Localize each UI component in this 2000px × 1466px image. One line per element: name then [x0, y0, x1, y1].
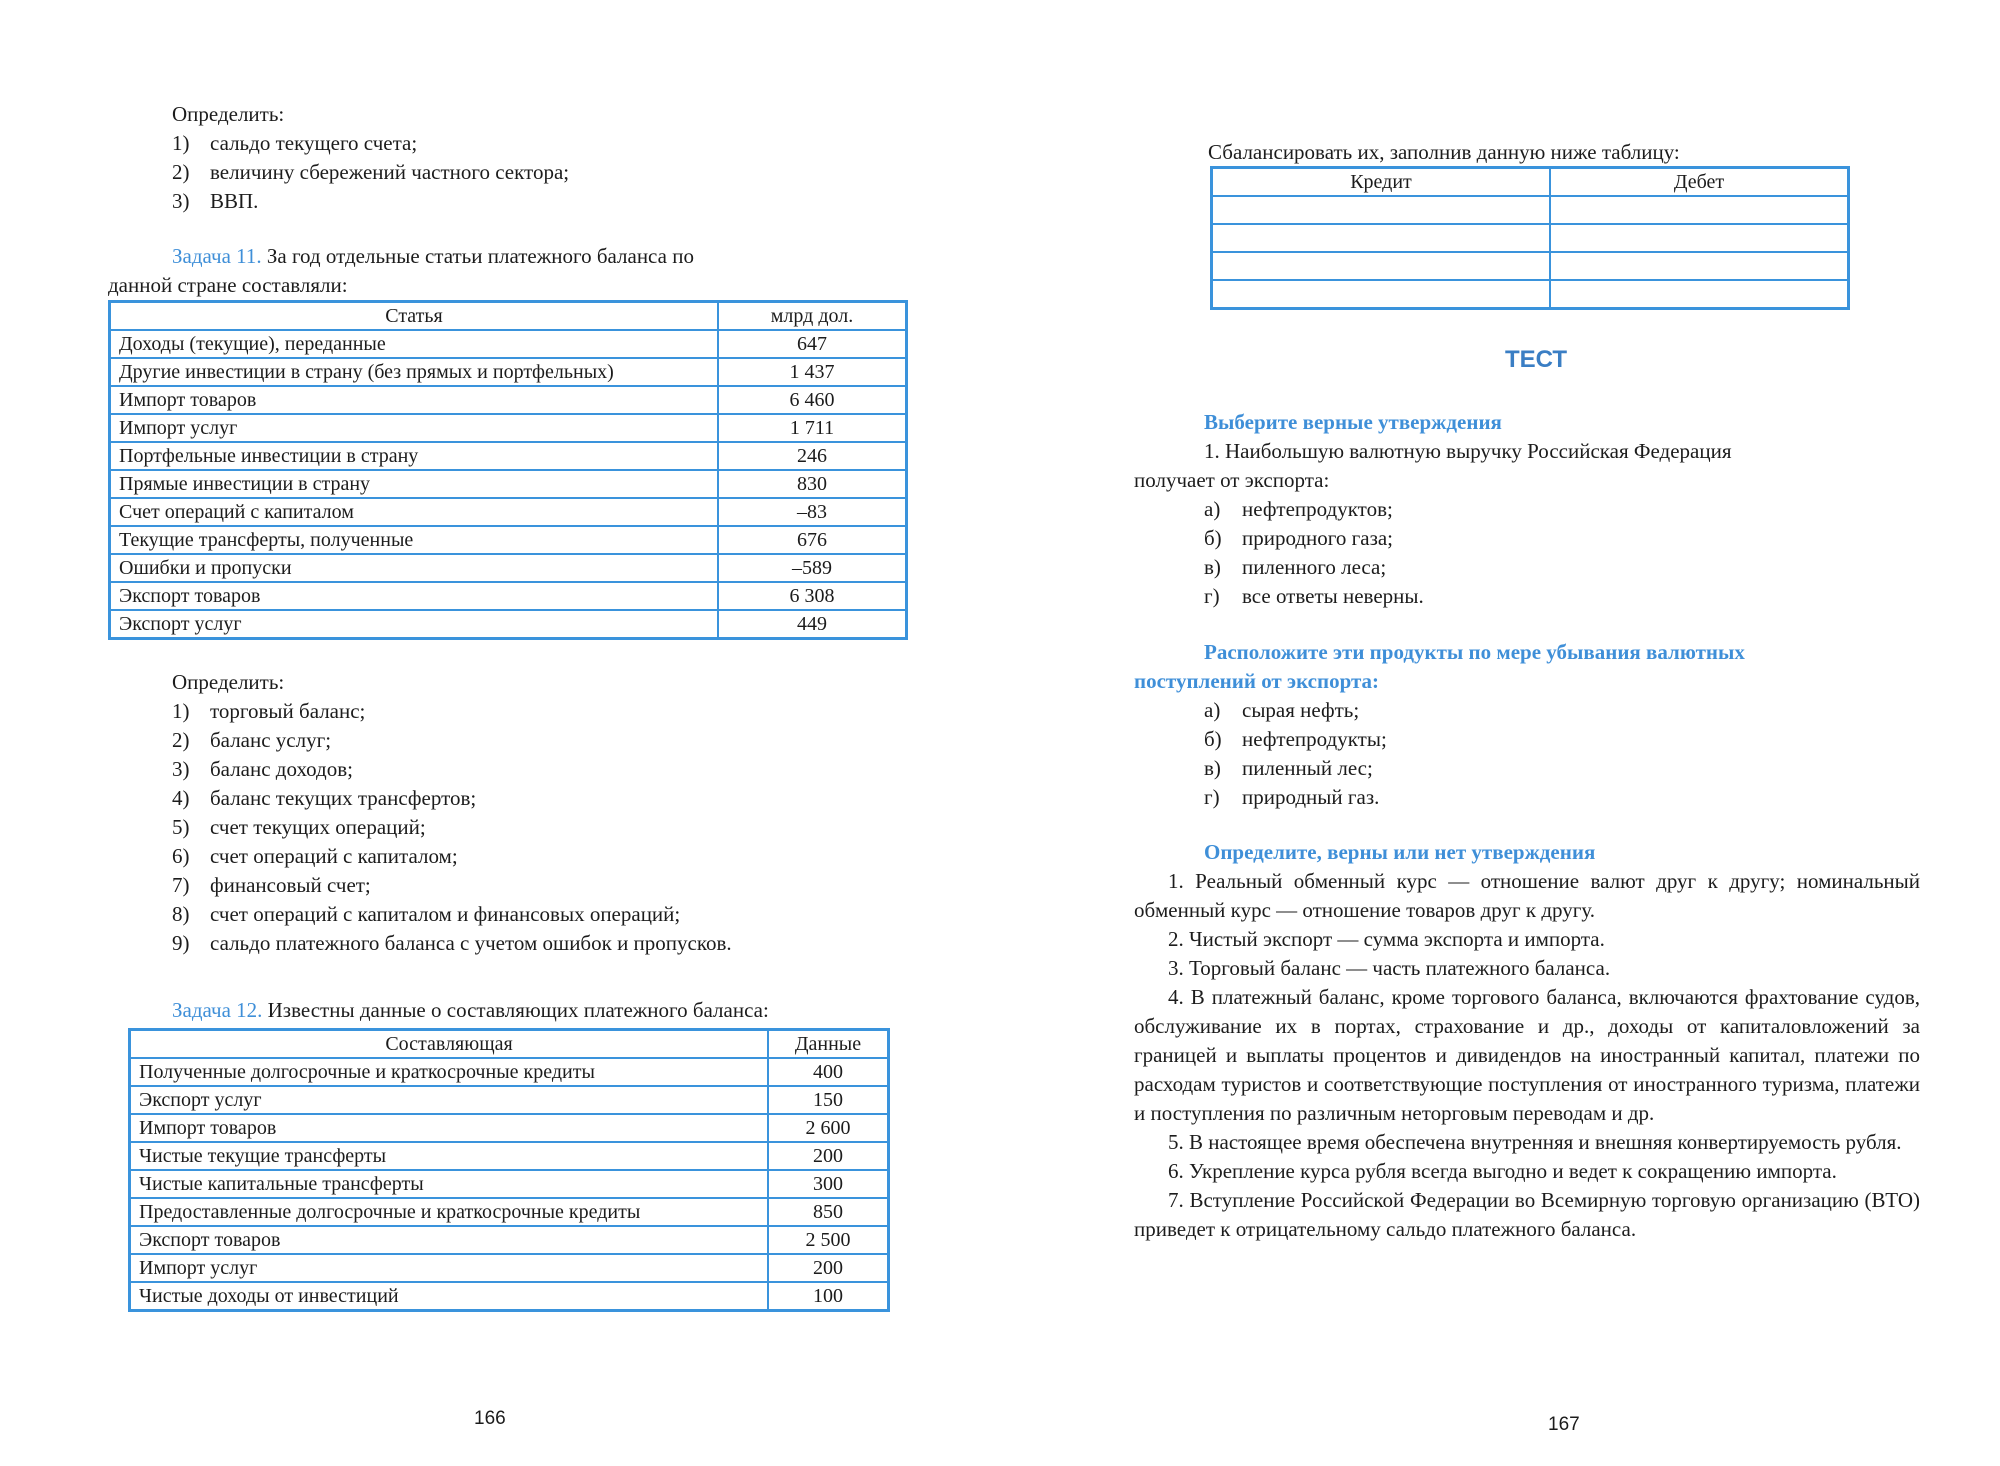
q2-option-item-number: г): [1204, 785, 1220, 809]
task12-cell-item: Экспорт товаров: [130, 1226, 769, 1254]
task11-question-item-text: баланс текущих трансфертов;: [210, 786, 477, 810]
task11-cell-value: –589: [718, 554, 907, 582]
balance-text: Сбалансировать их, заполнив данную ниже таблицу:: [1208, 140, 1680, 164]
task11-question-item-text: баланс доходов;: [210, 757, 353, 781]
task11-cell-value: 6 308: [718, 582, 907, 610]
balance-header-debit: Дебет: [1550, 168, 1849, 197]
task11-cell-value: 1 711: [718, 414, 907, 442]
task11-cell-item: Ошибки и пропуски: [110, 554, 719, 582]
task11-cell-value: 1 437: [718, 358, 907, 386]
task11-question-item: [172, 726, 932, 755]
task12-table: [128, 1028, 890, 1312]
task12-cell-item: Экспорт услуг: [130, 1086, 769, 1114]
q3-statement: 2. Чистый экспорт — сумма экспорта и импорта.: [1168, 927, 1605, 951]
task11-cell-value: 830: [718, 470, 907, 498]
task11-question-item-number: 9): [172, 931, 190, 955]
balance-credit-cell: [1212, 224, 1551, 252]
task11-question-item-number: 5): [172, 815, 190, 839]
intro-list: [172, 129, 892, 216]
task11-cell-item: Доходы (текущие), переданные: [110, 330, 719, 358]
task11-cell-value: –83: [718, 498, 907, 526]
task12-cell-item: Предоставленные долгосрочные и краткосрочные кредиты: [130, 1198, 769, 1226]
balance-instruction: [1208, 138, 1828, 167]
task11-question-item-number: 2): [172, 728, 190, 752]
task11-question-item-number: 6): [172, 844, 190, 868]
task11-cell-value: 676: [718, 526, 907, 554]
task12-cell-item: Чистые текущие трансферты: [130, 1142, 769, 1170]
task11-text-line1: За год отдельные статьи платежного баланса по: [261, 244, 694, 268]
task12-cell-item: Чистые доходы от инвестиций: [130, 1282, 769, 1311]
q3-heading: Определите, верны или нет утверждения: [1204, 840, 1596, 864]
task12-cell-value: 850: [768, 1198, 889, 1226]
task11-cell-item: Другие инвестиции в страну (без прямых и портфельных): [110, 358, 719, 386]
task11-row: [110, 386, 907, 414]
q1-option-item: [1204, 524, 1920, 553]
task11-row: [110, 358, 907, 386]
task11-header-value: млрд дол.: [718, 302, 907, 331]
q3-statement: 3. Торговый баланс — часть платежного баланса.: [1168, 956, 1611, 980]
task11-question-item-text: счет текущих операций;: [210, 815, 426, 839]
q2-option-item-text: пиленный лес;: [1242, 756, 1373, 780]
task11-cell-value: 246: [718, 442, 907, 470]
task11-question-item-number: 7): [172, 873, 190, 897]
task11-determine-label: Определить:: [172, 670, 285, 694]
task12-cell-value: 200: [768, 1142, 889, 1170]
task11-question-item-text: финансовый счет;: [210, 873, 371, 897]
task11-cell-item: Счет операций с капиталом: [110, 498, 719, 526]
balance-table: [1210, 166, 1850, 310]
task11-question-item: [172, 813, 932, 842]
intro-item-number: 1): [172, 131, 190, 155]
task12-cell-value: 400: [768, 1058, 889, 1086]
task12-header-item: Составляющая: [130, 1030, 769, 1059]
q1-option-item-number: г): [1204, 584, 1220, 608]
task11-question-item-text: баланс услуг;: [210, 728, 332, 752]
task11-question-item-text: счет операций с капиталом и финансовых операций;: [210, 902, 681, 926]
task12-cell-value: 200: [768, 1254, 889, 1282]
page-number-left: 166: [474, 1408, 506, 1429]
task12-row: [130, 1142, 889, 1170]
task12-row: [130, 1282, 889, 1311]
task11-question-item: [172, 900, 932, 929]
q3-statement: 4. В платежный баланс, кроме торгового баланса, включаются фрахтование судов, обслуживание их в портах, страхование и др., доходы от капиталовложений за границей и выплаты процентов и дивидендов на иностранный капитал, платежи по расходам туристов и соответствующие поступления от иностранного туризма, платежи и поступления по различным неторговым переводам и др.: [1134, 985, 1920, 1125]
q3-statement: 1. Реальный обменный курс — отношение валют друг к другу; номинальный обменный курс — отношение товаров друг к другу.: [1134, 869, 1920, 922]
task12-cell-value: 2 600: [768, 1114, 889, 1142]
balance-empty-row: [1212, 224, 1849, 252]
intro-item-text: ВВП.: [210, 189, 259, 213]
balance-debit-cell: [1550, 196, 1849, 224]
task12-cell-item: Полученные долгосрочные и краткосрочные кредиты: [130, 1058, 769, 1086]
task12-text-body: Известны данные о составляющих платежного баланса:: [262, 998, 769, 1022]
balance-empty-row: [1212, 280, 1849, 309]
q3-statement: 7. Вступление Российской Федерации во Всемирную торговую организацию (ВТО) приведет к отрицательному сальдо платежного баланса.: [1134, 1188, 1920, 1241]
q2-heading-line1: Расположите эти продукты по мере убывания валютных: [1204, 640, 1745, 664]
balance-credit-cell: [1212, 280, 1551, 309]
intro-label: Определить:: [172, 102, 285, 126]
task11-row: [110, 498, 907, 526]
q1-option-item-text: пиленного леса;: [1242, 555, 1387, 579]
task11-row: [110, 442, 907, 470]
question-1: [1134, 408, 1920, 611]
task11-cell-item: Портфельные инвестиции в страну: [110, 442, 719, 470]
q1-option-item: [1204, 553, 1920, 582]
task11-question-item-number: 8): [172, 902, 190, 926]
task11-row: [110, 582, 907, 610]
balance-credit-cell: [1212, 196, 1551, 224]
task12-row: [130, 1198, 889, 1226]
task11-cell-item: Импорт услуг: [110, 414, 719, 442]
intro-item-text: величину сбережений частного сектора;: [210, 160, 570, 184]
task11-question-list: [172, 697, 932, 958]
balance-credit-cell: [1212, 252, 1551, 280]
task11-cell-item: Экспорт услуг: [110, 610, 719, 639]
task11-text-line2: данной стране составляли:: [108, 273, 348, 297]
q2-option-item: [1204, 783, 1920, 812]
task11-question-item: [172, 842, 932, 871]
q2-option-item: [1204, 696, 1920, 725]
task12-cell-value: 100: [768, 1282, 889, 1311]
question-2: [1134, 638, 1920, 812]
task11-row: [110, 414, 907, 442]
q1-stem-line2: получает от экспорта:: [1134, 468, 1330, 492]
balance-empty-row: [1212, 252, 1849, 280]
task11-question-item: [172, 929, 932, 958]
task12-row: [130, 1226, 889, 1254]
intro-block: [172, 100, 892, 216]
q2-option-item-text: сырая нефть;: [1242, 698, 1360, 722]
task12-cell-value: 300: [768, 1170, 889, 1198]
task12-row: [130, 1058, 889, 1086]
balance-debit-cell: [1550, 252, 1849, 280]
task11-table: [108, 300, 908, 640]
q1-option-item-text: природного газа;: [1242, 526, 1394, 550]
q3-statements: [1134, 867, 1920, 1244]
q2-option-item-text: нефтепродукты;: [1242, 727, 1387, 751]
task11-cell-item: Прямые инвестиции в страну: [110, 470, 719, 498]
task11-question-item: [172, 755, 932, 784]
task12-text: [172, 996, 932, 1025]
q2-option-item: [1204, 725, 1920, 754]
task11-label: Задача 11.: [172, 244, 262, 268]
intro-item-text: сальдо текущего счета;: [210, 131, 418, 155]
q2-heading-line2: поступлений от экспорта:: [1134, 669, 1380, 693]
balance-debit-cell: [1550, 224, 1849, 252]
q1-option-item: [1204, 495, 1920, 524]
task11-question-item: [172, 697, 932, 726]
q2-option-item-number: а): [1204, 698, 1221, 722]
task11-header-item: Статья: [110, 302, 719, 331]
q3-statement: 6. Укрепление курса рубля всегда выгодно и ведет к сокращению импорта.: [1168, 1159, 1837, 1183]
task11-question-item-number: 4): [172, 786, 190, 810]
task12-label: Задача 12.: [172, 998, 263, 1022]
q1-heading: Выберите верные утверждения: [1204, 410, 1502, 434]
balance-empty-row: [1212, 196, 1849, 224]
intro-item: [172, 129, 892, 158]
task11-row: [110, 610, 907, 639]
task11-question-item: [172, 784, 932, 813]
test-heading: ТЕСТ: [1505, 346, 1568, 373]
task11-questions: [172, 668, 932, 958]
task11-question-item-number: 3): [172, 757, 190, 781]
task12-row: [130, 1086, 889, 1114]
page-number-right: 167: [1548, 1414, 1580, 1435]
intro-item-number: 3): [172, 189, 190, 213]
task11-cell-value: 449: [718, 610, 907, 639]
task12-cell-item: Импорт товаров: [130, 1114, 769, 1142]
task11-row: [110, 330, 907, 358]
balance-debit-cell: [1550, 280, 1849, 309]
task11-row: [110, 470, 907, 498]
q2-option-item-text: природный газ.: [1242, 785, 1380, 809]
task12-cell-item: Импорт услуг: [130, 1254, 769, 1282]
q2-option-item-number: б): [1204, 727, 1222, 751]
task11-question-item: [172, 871, 932, 900]
q1-option-item-number: а): [1204, 497, 1221, 521]
task12-row: [130, 1114, 889, 1142]
task11-row: [110, 554, 907, 582]
task12-cell-item: Чистые капитальные трансферты: [130, 1170, 769, 1198]
q3-statement: 5. В настоящее время обеспечена внутренняя и внешняя конвертируемость рубля.: [1168, 1130, 1902, 1154]
q1-option-item: [1204, 582, 1920, 611]
task11-question-item-text: торговый баланс;: [210, 699, 366, 723]
intro-item-number: 2): [172, 160, 190, 184]
q2-option-item-number: в): [1204, 756, 1221, 780]
q2-options: [1204, 696, 1920, 812]
task11-cell-item: Импорт товаров: [110, 386, 719, 414]
task12-row: [130, 1170, 889, 1198]
q1-option-item-text: все ответы неверны.: [1242, 584, 1424, 608]
question-3: [1134, 838, 1920, 1244]
q1-option-item-number: б): [1204, 526, 1222, 550]
task11-question-item-number: 1): [172, 699, 190, 723]
task11-cell-value: 647: [718, 330, 907, 358]
task12-cell-value: 150: [768, 1086, 889, 1114]
page-167: [1000, 0, 2000, 1466]
task11-cell-item: Экспорт товаров: [110, 582, 719, 610]
task12-header-value: Данные: [768, 1030, 889, 1059]
q1-option-item-text: нефтепродуктов;: [1242, 497, 1393, 521]
balance-header-credit: Кредит: [1212, 168, 1551, 197]
task12-cell-value: 2 500: [768, 1226, 889, 1254]
task12-row: [130, 1254, 889, 1282]
task11-cell-item: Текущие трансферты, полученные: [110, 526, 719, 554]
task11-text: [108, 242, 902, 300]
q1-options: [1204, 495, 1920, 611]
q2-option-item: [1204, 754, 1920, 783]
task11-row: [110, 526, 907, 554]
q1-option-item-number: в): [1204, 555, 1221, 579]
task11-question-item-text: сальдо платежного баланса с учетом ошибок и пропусков.: [210, 931, 732, 955]
intro-item: [172, 187, 892, 216]
intro-item: [172, 158, 892, 187]
task11-question-item-text: счет операций с капиталом;: [210, 844, 458, 868]
task11-cell-value: 6 460: [718, 386, 907, 414]
q1-stem-line1: 1. Наибольшую валютную выручку Российская Федерация: [1204, 439, 1732, 463]
